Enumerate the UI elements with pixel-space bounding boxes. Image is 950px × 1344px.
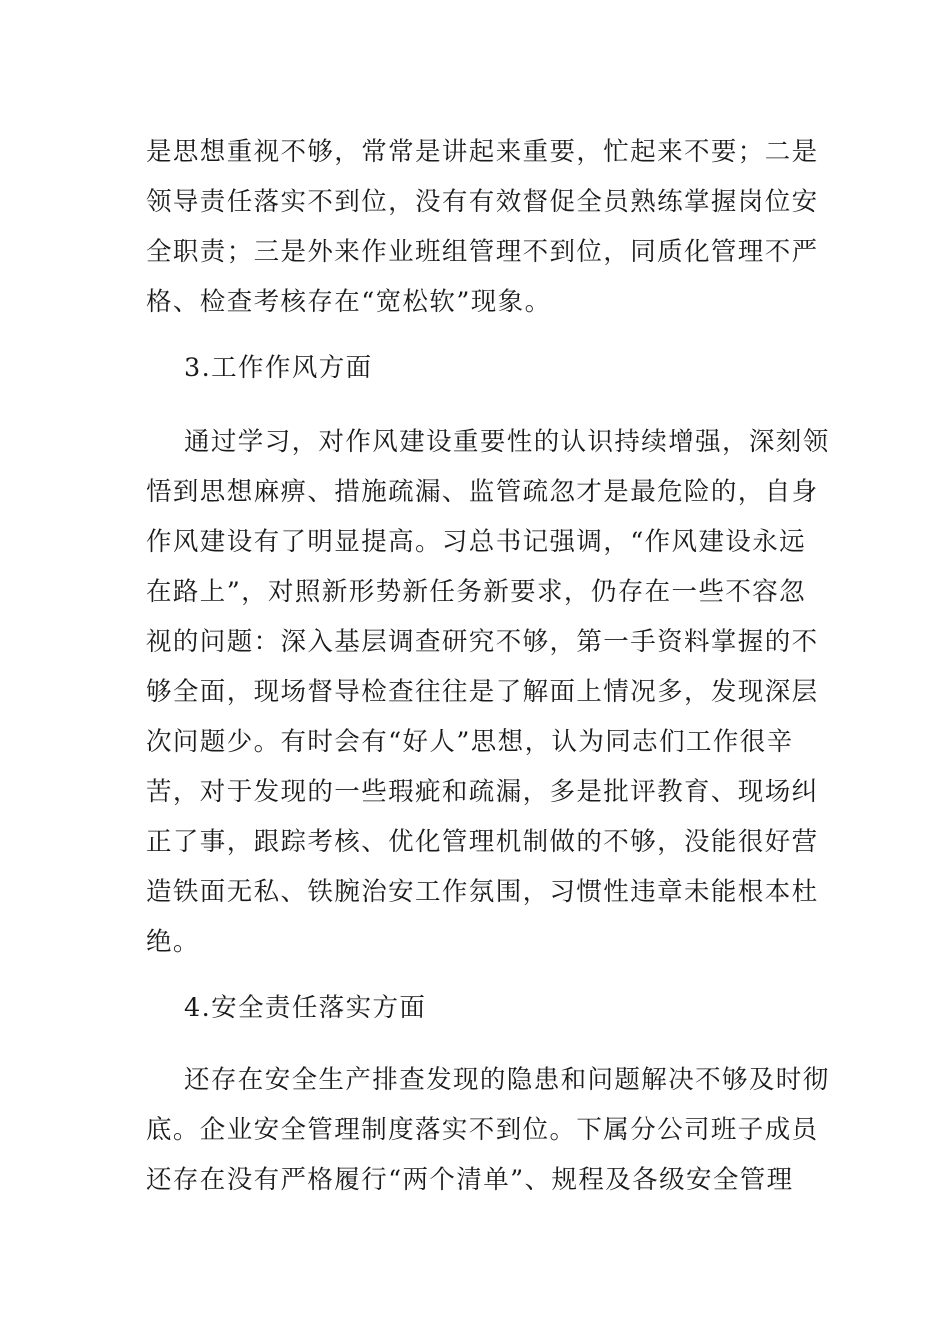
paragraph-line: 底。企业安全管理制度落实不到位。下属分公司班子成员 — [146, 1115, 819, 1145]
paragraph-line: 造铁面无私、铁腕治安工作氛围，习惯性违章未能根本杜 — [146, 877, 819, 907]
paragraph-line: 作风建设有了明显提高。习总书记强调，“作风建设永远 — [146, 527, 807, 557]
paragraph-line: 正了事，跟踪考核、优化管理机制做的不够，没能很好营 — [146, 827, 819, 857]
paragraph-line: 通过学习，对作风建设重要性的认识持续增强，深刻领 — [184, 427, 830, 457]
paragraph-line: 还存在没有严格履行“两个清单”、规程及各级安全管理 — [146, 1165, 794, 1195]
paragraph-line: 在路上”，对照新形势新任务新要求，仍存在一些不容忽 — [146, 577, 807, 607]
paragraph-line: 全职责；三是外来作业班组管理不到位，同质化管理不严 — [146, 237, 819, 267]
paragraph-line: 还存在安全生产排查发现的隐患和问题解决不够及时彻 — [184, 1065, 830, 1095]
paragraph-line: 格、检查考核存在“宽松软”现象。 — [146, 287, 552, 317]
section-heading: 3.工作作风方面 — [184, 353, 373, 383]
paragraph-line: 绝。 — [146, 927, 200, 957]
paragraph-line: 悟到思想麻痹、措施疏漏、监管疏忽才是最危险的，自身 — [146, 477, 819, 507]
paragraph-line: 视的问题：深入基层调查研究不够，第一手资料掌握的不 — [146, 627, 819, 657]
paragraph-line: 次问题少。有时会有“好人”思想，认为同志们工作很辛 — [146, 727, 794, 757]
paragraph-line: 领导责任落实不到位，没有有效督促全员熟练掌握岗位安 — [146, 187, 819, 217]
section-heading: 4.安全责任落实方面 — [184, 993, 427, 1023]
paragraph-line: 够全面，现场督导检查往往是了解面上情况多，发现深层 — [146, 677, 819, 707]
paragraph-line: 苦，对于发现的一些瑕疵和疏漏，多是批评教育、现场纠 — [146, 777, 819, 807]
paragraph-line: 是思想重视不够，常常是讲起来重要，忙起来不要；二是 — [146, 137, 819, 167]
